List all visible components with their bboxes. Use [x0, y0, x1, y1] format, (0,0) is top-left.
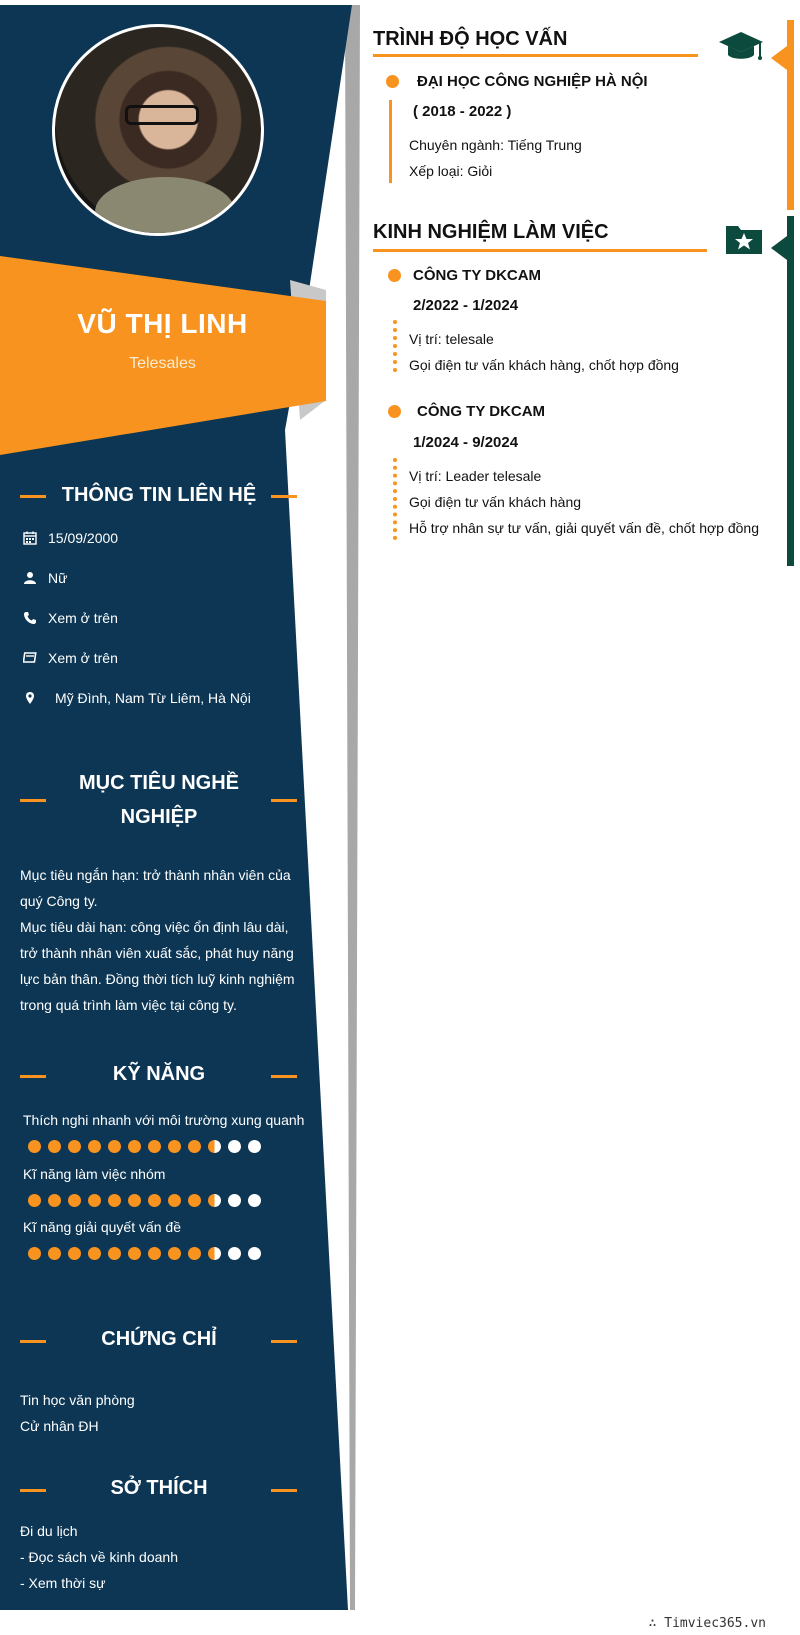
objective-text — [20, 862, 298, 1018]
skill-dot — [48, 1140, 61, 1153]
education-grade: Xếp loại: Giỏi — [409, 163, 493, 179]
job-timeline — [393, 458, 397, 540]
section-dash — [20, 495, 46, 498]
objective-line: Mục tiêu ngắn hạn: trở thành nhân viên của — [20, 867, 291, 883]
skill-dot — [208, 1194, 221, 1207]
skill-label: Kĩ năng giải quyết vấn đề — [23, 1219, 182, 1235]
contact-heading: THÔNG TIN LIÊN HỆ — [61, 484, 257, 506]
job-period: 1/2024 - 9/2024 — [413, 434, 519, 451]
education-underline — [373, 54, 698, 57]
section-dash — [20, 1075, 46, 1078]
contact-address — [20, 690, 251, 706]
education-heading: TRÌNH ĐỘ HỌC VẤN — [373, 28, 568, 50]
user-icon — [20, 570, 40, 586]
avatar — [52, 24, 264, 236]
job-detail: Gọi điện tư vấn khách hàng, chốt hợp đồng — [409, 357, 679, 373]
hobby-item: - Xem thời sự — [20, 1575, 106, 1591]
section-dash — [20, 799, 46, 802]
hobbies-list — [20, 1518, 298, 1596]
contact-phone — [20, 610, 118, 626]
profile-name: VŨ THỊ LINH — [77, 308, 248, 339]
job-detail: Vị trí: Leader telesale — [409, 468, 542, 484]
section-dash — [271, 1340, 297, 1343]
section-dash — [271, 1075, 297, 1078]
objective-line: trong quá trình làm việc tại công ty. — [20, 997, 237, 1013]
objective-line: quý Công ty. — [20, 893, 98, 909]
skill-dot — [148, 1247, 161, 1260]
skill-dot — [88, 1247, 101, 1260]
skill-dot — [248, 1194, 261, 1207]
job-detail: Vị trí: telesale — [409, 331, 494, 347]
education-major: Chuyên ngành: Tiếng Trung — [409, 137, 582, 153]
skill-dot — [148, 1140, 161, 1153]
skill-dot — [188, 1247, 201, 1260]
skill-dot — [228, 1140, 241, 1153]
avatar-glasses — [125, 105, 199, 125]
graduation-cap-icon — [718, 30, 764, 69]
skill-dot — [188, 1140, 201, 1153]
job-detail: Gọi điện tư vấn khách hàng — [409, 494, 582, 510]
skill-dot — [68, 1140, 81, 1153]
skill-dot — [208, 1247, 221, 1260]
skill-dot — [88, 1194, 101, 1207]
skill-dot — [108, 1194, 121, 1207]
skill-dot — [48, 1247, 61, 1260]
certificates-list — [20, 1387, 298, 1439]
avatar-shirt — [95, 177, 235, 236]
skill-rating — [28, 1194, 261, 1207]
contact-email-value: Xem ở trên — [48, 650, 118, 666]
section-dash — [271, 495, 297, 498]
skill-dot — [128, 1247, 141, 1260]
skill-dot — [148, 1194, 161, 1207]
skill-dot — [108, 1140, 121, 1153]
email-icon — [20, 650, 40, 666]
skill-dot — [168, 1140, 181, 1153]
skill-dot — [128, 1194, 141, 1207]
skill-dot — [228, 1247, 241, 1260]
contact-phone-value: Xem ở trên — [48, 610, 118, 626]
certificate-item: Tin học văn phòng — [20, 1392, 135, 1408]
objective-heading — [50, 766, 268, 834]
skill-dot — [68, 1194, 81, 1207]
skill-dot — [248, 1140, 261, 1153]
certificates-heading: CHỨNG CHỈ — [101, 1328, 217, 1350]
skill-dot — [28, 1247, 41, 1260]
skill-dot — [168, 1247, 181, 1260]
skill-label: Kĩ năng làm việc nhóm — [23, 1166, 166, 1182]
skill-dot — [28, 1194, 41, 1207]
skill-dot — [48, 1194, 61, 1207]
job-company: CÔNG TY DKCAM — [417, 403, 546, 420]
skill-dot — [108, 1247, 121, 1260]
objective-line: trở thành nhân viên xuất sắc, phát huy năng — [20, 945, 294, 961]
job-bullet — [388, 269, 401, 282]
contact-birthday — [20, 530, 118, 546]
section-dash — [271, 799, 297, 802]
education-timeline — [389, 100, 392, 183]
job-company: CÔNG TY DKCAM — [413, 267, 542, 284]
skill-dot — [168, 1194, 181, 1207]
location-pin-icon — [20, 690, 40, 706]
skill-dot — [28, 1140, 41, 1153]
objective-line: lực bản thân. Đồng thời tích luỹ kinh nghiệm — [20, 971, 295, 987]
skill-dot — [208, 1140, 221, 1153]
hobby-item: - Đọc sách về kinh doanh — [20, 1549, 178, 1565]
profile-title: Telesales — [129, 355, 196, 372]
skill-dot — [228, 1194, 241, 1207]
skill-dot — [68, 1247, 81, 1260]
education-bullet — [386, 75, 399, 88]
folder-star-icon — [724, 222, 764, 261]
job-period: 2/2022 - 1/2024 — [413, 297, 519, 314]
phone-icon — [20, 610, 40, 626]
section-dash — [20, 1340, 46, 1343]
footer-brand: ∴ Timviec365.vn — [648, 1616, 766, 1631]
skill-dot — [88, 1140, 101, 1153]
certificate-item: Cử nhân ĐH — [20, 1418, 99, 1434]
hobbies-heading: SỞ THÍCH — [110, 1477, 208, 1499]
job-detail: Hỗ trợ nhân sự tư vấn, giải quyết vấn đề, chốt hợp đồng — [409, 520, 759, 536]
objective-heading-line2: NGHIỆP — [120, 806, 198, 828]
skills-heading: KỸ NĂNG — [112, 1063, 206, 1085]
skill-rating — [28, 1140, 261, 1153]
skill-dot — [248, 1247, 261, 1260]
calendar-icon — [20, 530, 40, 546]
experience-heading: KINH NGHIỆM LÀM VIỆC — [373, 221, 609, 243]
contact-gender-value: Nữ — [48, 570, 68, 586]
skill-rating — [28, 1247, 261, 1260]
contact-gender — [20, 570, 67, 586]
objective-heading-line1: MỤC TIÊU NGHỀ — [79, 772, 239, 794]
objective-line: Mục tiêu dài hạn: công việc ổn định lâu dài, — [20, 919, 289, 935]
contact-email — [20, 650, 118, 666]
job-bullet — [388, 405, 401, 418]
section-dash — [271, 1489, 297, 1492]
skill-label: Thích nghi nhanh với môi trường xung quanh — [23, 1112, 305, 1128]
skill-dot — [128, 1140, 141, 1153]
section-dash — [20, 1489, 46, 1492]
contact-address-value: Mỹ Đình, Nam Từ Liêm, Hà Nội — [55, 690, 251, 706]
hobby-item: Đi du lịch — [20, 1523, 78, 1539]
education-period: ( 2018 - 2022 ) — [413, 103, 512, 120]
skill-dot — [188, 1194, 201, 1207]
contact-birthday-value: 15/09/2000 — [48, 530, 119, 546]
job-timeline — [393, 320, 397, 372]
experience-underline — [373, 249, 707, 252]
education-school: ĐẠI HỌC CÔNG NGHIỆP HÀ NỘI — [417, 73, 648, 90]
